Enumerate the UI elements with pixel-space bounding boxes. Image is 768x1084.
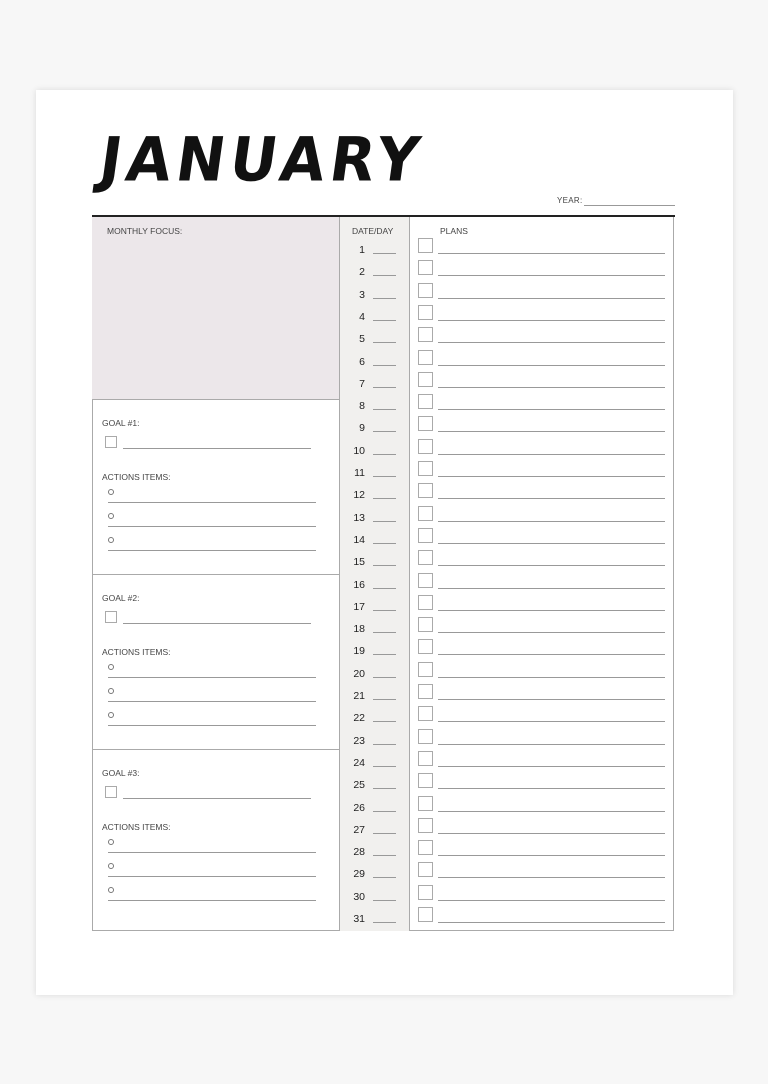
date-row xyxy=(340,262,409,284)
day-field[interactable] xyxy=(373,877,396,878)
plan-row xyxy=(410,550,674,572)
date-row xyxy=(340,307,409,329)
day-field[interactable] xyxy=(373,677,396,678)
plan-row xyxy=(410,595,674,617)
goal-label: GOAL #3: xyxy=(102,768,140,778)
date-number: 2 xyxy=(359,266,365,278)
plan-row xyxy=(410,818,674,840)
plan-checkbox[interactable] xyxy=(418,684,433,699)
action-item-field[interactable] xyxy=(108,663,316,678)
date-row xyxy=(340,530,409,552)
plan-field[interactable] xyxy=(438,833,665,834)
plan-row xyxy=(410,862,674,884)
plan-checkbox[interactable] xyxy=(418,238,433,253)
day-field[interactable] xyxy=(373,922,396,923)
date-number: 5 xyxy=(359,333,365,345)
plan-row xyxy=(410,729,674,751)
date-row xyxy=(340,329,409,351)
date-row xyxy=(340,285,409,307)
goal-label: GOAL #2: xyxy=(102,593,140,603)
bullet-icon xyxy=(108,489,114,495)
plan-row xyxy=(410,684,674,706)
plan-field[interactable] xyxy=(438,922,665,923)
bullet-icon xyxy=(108,537,114,543)
plan-row xyxy=(410,350,674,372)
plan-row xyxy=(410,617,674,639)
plan-checkbox[interactable] xyxy=(418,528,433,543)
date-row xyxy=(340,798,409,820)
plan-field[interactable] xyxy=(438,320,665,321)
day-field[interactable] xyxy=(373,788,396,789)
goal-field[interactable] xyxy=(123,448,311,449)
date-row xyxy=(340,753,409,775)
date-number: 9 xyxy=(359,422,365,434)
plan-field[interactable] xyxy=(438,588,665,589)
plan-checkbox[interactable] xyxy=(418,862,433,877)
date-number: 23 xyxy=(353,735,365,747)
action-item-field[interactable] xyxy=(108,886,316,901)
day-field[interactable] xyxy=(373,721,396,722)
date-number: 13 xyxy=(353,512,365,524)
plan-checkbox[interactable] xyxy=(418,773,433,788)
date-row xyxy=(340,842,409,864)
monthly-focus-label: MONTHLY FOCUS: xyxy=(107,226,183,236)
bullet-icon xyxy=(108,839,114,845)
plan-checkbox[interactable] xyxy=(418,729,433,744)
plan-field[interactable] xyxy=(438,543,665,544)
date-number: 28 xyxy=(353,846,365,858)
plan-row xyxy=(410,639,674,661)
plan-field[interactable] xyxy=(438,677,665,678)
plan-row xyxy=(410,394,674,416)
date-column xyxy=(340,217,410,931)
plan-checkbox[interactable] xyxy=(418,283,433,298)
date-row xyxy=(340,575,409,597)
day-field[interactable] xyxy=(373,811,396,812)
plan-field[interactable] xyxy=(438,498,665,499)
plan-checkbox[interactable] xyxy=(418,550,433,565)
plan-row xyxy=(410,773,674,795)
day-field[interactable] xyxy=(373,342,396,343)
plan-checkbox[interactable] xyxy=(418,796,433,811)
day-field[interactable] xyxy=(373,409,396,410)
date-number: 16 xyxy=(353,579,365,591)
plan-field[interactable] xyxy=(438,610,665,611)
date-number: 19 xyxy=(353,645,365,657)
day-field[interactable] xyxy=(373,320,396,321)
date-number: 20 xyxy=(353,668,365,680)
plan-row xyxy=(410,796,674,818)
plan-field[interactable] xyxy=(438,699,665,700)
plan-row xyxy=(410,327,674,349)
goal-checkbox[interactable] xyxy=(105,786,117,798)
plan-checkbox[interactable] xyxy=(418,706,433,721)
plan-row xyxy=(410,283,674,305)
plan-field[interactable] xyxy=(438,900,665,901)
bullet-icon xyxy=(108,664,114,670)
actions-items-label: ACTIONS ITEMS: xyxy=(102,647,171,657)
date-number: 30 xyxy=(353,891,365,903)
plans-header: PLANS xyxy=(440,226,468,236)
date-row xyxy=(340,352,409,374)
date-number: 31 xyxy=(353,913,365,925)
plan-checkbox[interactable] xyxy=(418,260,433,275)
day-field[interactable] xyxy=(373,543,396,544)
goal-field[interactable] xyxy=(123,798,311,799)
goal-block-3 xyxy=(92,750,339,925)
date-number: 10 xyxy=(353,445,365,457)
plan-field[interactable] xyxy=(438,409,665,410)
plan-row xyxy=(410,528,674,550)
plan-checkbox[interactable] xyxy=(418,573,433,588)
day-field[interactable] xyxy=(373,632,396,633)
plan-checkbox[interactable] xyxy=(418,751,433,766)
actions-items-label: ACTIONS ITEMS: xyxy=(102,822,171,832)
date-row xyxy=(340,396,409,418)
day-field[interactable] xyxy=(373,498,396,499)
date-row xyxy=(340,820,409,842)
plan-row xyxy=(410,416,674,438)
plan-field[interactable] xyxy=(438,766,665,767)
date-row xyxy=(340,775,409,797)
date-number: 15 xyxy=(353,556,365,568)
day-field[interactable] xyxy=(373,431,396,432)
date-number: 22 xyxy=(353,712,365,724)
plan-field[interactable] xyxy=(438,253,665,254)
plan-field[interactable] xyxy=(438,565,665,566)
action-item-field[interactable] xyxy=(108,512,316,527)
date-row xyxy=(340,597,409,619)
date-row xyxy=(340,418,409,440)
date-number: 8 xyxy=(359,400,365,412)
plan-checkbox[interactable] xyxy=(418,327,433,342)
plan-row xyxy=(410,260,674,282)
day-field[interactable] xyxy=(373,610,396,611)
plan-row xyxy=(410,885,674,907)
date-row xyxy=(340,909,409,931)
plan-row xyxy=(410,372,674,394)
date-row xyxy=(340,641,409,663)
plan-checkbox[interactable] xyxy=(418,907,433,922)
date-number: 6 xyxy=(359,356,365,368)
day-field[interactable] xyxy=(373,699,396,700)
plan-field[interactable] xyxy=(438,877,665,878)
plan-field[interactable] xyxy=(438,744,665,745)
plan-field[interactable] xyxy=(438,298,665,299)
day-field[interactable] xyxy=(373,454,396,455)
monthly-focus-box[interactable] xyxy=(92,217,339,400)
date-row xyxy=(340,463,409,485)
plan-checkbox[interactable] xyxy=(418,617,433,632)
day-field[interactable] xyxy=(373,521,396,522)
goal-block-2 xyxy=(92,575,339,750)
plan-row xyxy=(410,506,674,528)
action-item-field[interactable] xyxy=(108,488,316,503)
date-number: 12 xyxy=(353,489,365,501)
date-number: 26 xyxy=(353,802,365,814)
plan-field[interactable] xyxy=(438,431,665,432)
plan-row xyxy=(410,706,674,728)
plan-checkbox[interactable] xyxy=(418,461,433,476)
day-field[interactable] xyxy=(373,900,396,901)
date-row xyxy=(340,485,409,507)
action-item-field[interactable] xyxy=(108,838,316,853)
day-field[interactable] xyxy=(373,766,396,767)
day-field[interactable] xyxy=(373,253,396,254)
plan-checkbox[interactable] xyxy=(418,416,433,431)
goal-block-1 xyxy=(92,400,339,575)
actions-items-label: ACTIONS ITEMS: xyxy=(102,472,171,482)
date-number: 1 xyxy=(359,244,365,256)
plan-field[interactable] xyxy=(438,654,665,655)
action-item-field[interactable] xyxy=(108,862,316,877)
date-row xyxy=(340,864,409,886)
plan-checkbox[interactable] xyxy=(418,885,433,900)
day-field[interactable] xyxy=(373,387,396,388)
day-field[interactable] xyxy=(373,565,396,566)
goal-field[interactable] xyxy=(123,623,311,624)
date-number: 29 xyxy=(353,868,365,880)
bullet-icon xyxy=(108,513,114,519)
plan-checkbox[interactable] xyxy=(418,662,433,677)
date-row xyxy=(340,441,409,463)
plan-field[interactable] xyxy=(438,454,665,455)
day-field[interactable] xyxy=(373,833,396,834)
day-field[interactable] xyxy=(373,654,396,655)
date-row xyxy=(340,731,409,753)
plan-row xyxy=(410,439,674,461)
plan-checkbox[interactable] xyxy=(418,372,433,387)
date-row xyxy=(340,374,409,396)
plan-row xyxy=(410,573,674,595)
plan-checkbox[interactable] xyxy=(418,394,433,409)
date-number: 4 xyxy=(359,311,365,323)
year-field[interactable] xyxy=(584,205,675,206)
date-number: 24 xyxy=(353,757,365,769)
action-item-field[interactable] xyxy=(108,711,316,726)
plan-checkbox[interactable] xyxy=(418,305,433,320)
plan-field[interactable] xyxy=(438,387,665,388)
plan-checkbox[interactable] xyxy=(418,595,433,610)
plan-field[interactable] xyxy=(438,476,665,477)
date-number: 18 xyxy=(353,623,365,635)
left-column xyxy=(92,217,340,931)
plan-checkbox[interactable] xyxy=(418,818,433,833)
date-row xyxy=(340,887,409,909)
goal-checkbox[interactable] xyxy=(105,611,117,623)
day-field[interactable] xyxy=(373,298,396,299)
plan-field[interactable] xyxy=(438,632,665,633)
bullet-icon xyxy=(108,887,114,893)
date-number: 14 xyxy=(353,534,365,546)
date-row xyxy=(340,508,409,530)
plan-checkbox[interactable] xyxy=(418,840,433,855)
day-field[interactable] xyxy=(373,476,396,477)
plan-field[interactable] xyxy=(438,855,665,856)
date-number: 7 xyxy=(359,378,365,390)
day-field[interactable] xyxy=(373,744,396,745)
plan-field[interactable] xyxy=(438,788,665,789)
plan-row xyxy=(410,483,674,505)
plan-checkbox[interactable] xyxy=(418,439,433,454)
plan-row xyxy=(410,461,674,483)
date-row xyxy=(340,619,409,641)
plan-field[interactable] xyxy=(438,275,665,276)
action-item-field[interactable] xyxy=(108,687,316,702)
plan-checkbox[interactable] xyxy=(418,483,433,498)
date-number: 25 xyxy=(353,779,365,791)
bullet-icon xyxy=(108,688,114,694)
date-day-header: DATE/DAY xyxy=(352,226,394,236)
date-number: 17 xyxy=(353,601,365,613)
plan-row xyxy=(410,662,674,684)
plan-field[interactable] xyxy=(438,521,665,522)
date-number: 11 xyxy=(354,467,365,479)
plan-row xyxy=(410,238,674,260)
day-field[interactable] xyxy=(373,365,396,366)
plan-field[interactable] xyxy=(438,811,665,812)
date-number: 3 xyxy=(359,289,365,301)
goal-checkbox[interactable] xyxy=(105,436,117,448)
plan-checkbox[interactable] xyxy=(418,350,433,365)
plan-field[interactable] xyxy=(438,342,665,343)
action-item-field[interactable] xyxy=(108,536,316,551)
bullet-icon xyxy=(108,863,114,869)
plans-column xyxy=(410,217,674,931)
date-row xyxy=(340,664,409,686)
plan-field[interactable] xyxy=(438,365,665,366)
date-row xyxy=(340,686,409,708)
plan-row xyxy=(410,305,674,327)
plan-field[interactable] xyxy=(438,721,665,722)
day-field[interactable] xyxy=(373,275,396,276)
plan-row xyxy=(410,907,674,929)
date-row xyxy=(340,708,409,730)
plan-row xyxy=(410,840,674,862)
plan-checkbox[interactable] xyxy=(418,506,433,521)
date-row xyxy=(340,552,409,574)
date-number: 27 xyxy=(353,824,365,836)
bullet-icon xyxy=(108,712,114,718)
date-number: 21 xyxy=(353,690,365,702)
year-label: YEAR: xyxy=(557,196,583,205)
day-field[interactable] xyxy=(373,855,396,856)
plan-checkbox[interactable] xyxy=(418,639,433,654)
goal-label: GOAL #1: xyxy=(102,418,140,428)
month-title: JANUARY xyxy=(95,123,429,196)
plan-row xyxy=(410,751,674,773)
day-field[interactable] xyxy=(373,588,396,589)
date-row xyxy=(340,240,409,262)
